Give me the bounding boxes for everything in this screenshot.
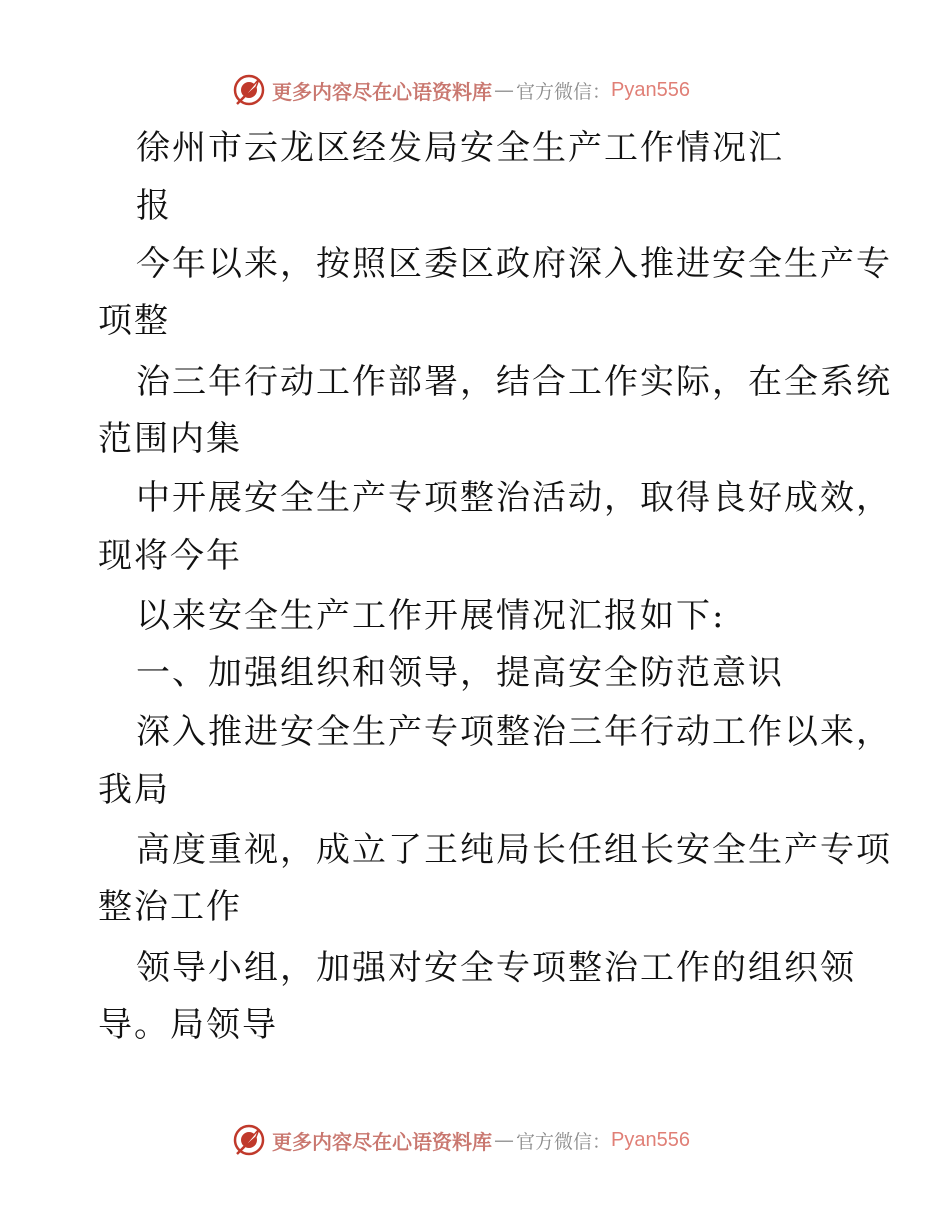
wechat-label: 官方微信： [516, 1130, 612, 1153]
section-heading: 一、加强组织和领导，提高安全防范意识 [136, 653, 784, 693]
watermark-slogan: 更多内容尽在心语资料库 [272, 1129, 492, 1154]
quill-logo-icon [232, 1123, 266, 1157]
doc-title-line-2: 报 [136, 186, 172, 226]
wechat-label: 官方微信： [516, 80, 612, 103]
doc-line: 导。局领导 [98, 1005, 278, 1045]
doc-line: 高度重视，成立了王纯局长任组长安全生产专项 [136, 830, 892, 870]
wechat-id: Pyan556 [611, 1128, 690, 1151]
watermark-separator: — [494, 1128, 514, 1152]
doc-line: 项整 [98, 301, 170, 341]
doc-line: 我局 [98, 770, 170, 810]
doc-line: 领导小组，加强对安全专项整治工作的组织领 [136, 948, 856, 988]
header-watermark [232, 72, 690, 108]
footer-watermark [232, 1122, 690, 1158]
doc-line: 现将今年 [98, 536, 242, 576]
doc-line: 整治工作 [98, 887, 242, 927]
quill-logo-icon [232, 73, 266, 107]
doc-line: 深入推进安全生产专项整治三年行动工作以来， [136, 712, 892, 752]
doc-line: 中开展安全生产专项整治活动，取得良好成效， [136, 478, 892, 518]
doc-line: 以来安全生产工作开展情况汇报如下: [136, 596, 726, 636]
doc-line: 今年以来，按照区委区政府深入推进安全生产专 [136, 244, 892, 284]
watermark-slogan: 更多内容尽在心语资料库 [272, 79, 492, 104]
doc-line: 治三年行动工作部署，结合工作实际，在全系统 [136, 362, 892, 402]
doc-line: 范围内集 [98, 419, 242, 459]
watermark-separator: — [494, 78, 514, 102]
doc-title-line-1: 徐州市云龙区经发局安全生产工作情况汇 [136, 128, 784, 168]
wechat-id: Pyan556 [611, 78, 690, 101]
